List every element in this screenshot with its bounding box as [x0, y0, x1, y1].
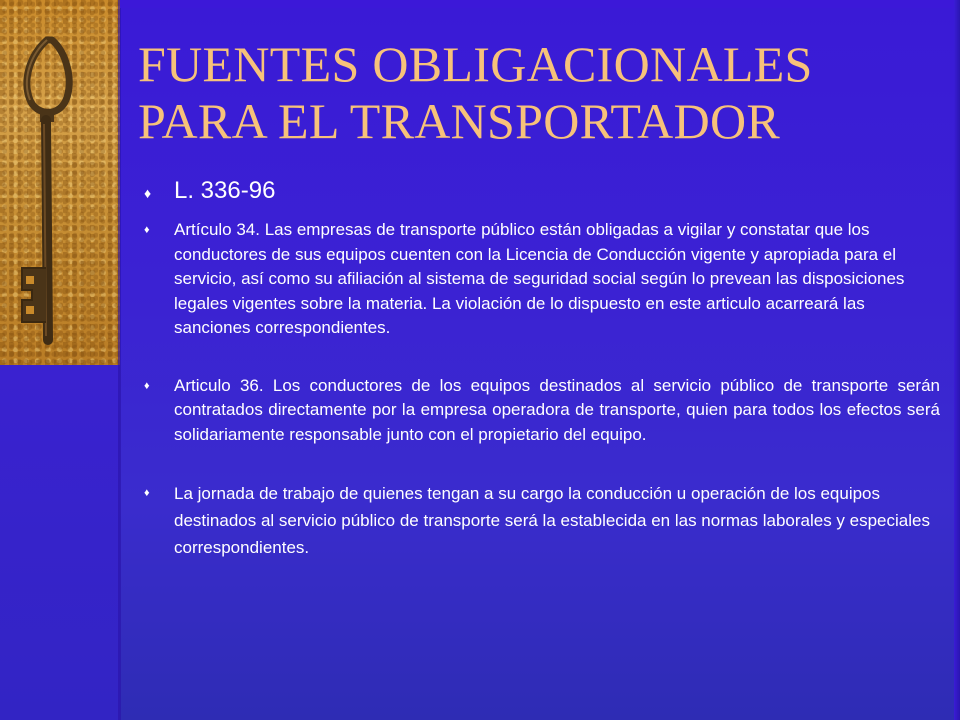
slide-title: FUENTES OBLIGACIONALES PARA EL TRANSPORTADOR [138, 36, 813, 149]
bullet-text: L. 336-96 [174, 177, 276, 204]
left-panel-lower [0, 365, 120, 720]
bullet-text: La jornada de trabajo de quienes tengan a su cargo la conducción u operación de los equipos destinados al servicio público de transporte será la establecida en las normas laborales y especiales correspondientes. [174, 484, 930, 557]
key-icon [0, 0, 120, 365]
bullet-articulo-36 [144, 374, 940, 448]
bullet-articulo-34 [144, 218, 940, 341]
diamond-bullet-icon: ♦ [144, 487, 150, 499]
bullet-text: Articulo 36. Los conductores de los equipos destinados al servicio público de transporte serán contratados directamente por la empresa operadora de transporte, quien para todos los efectos será solidariamente responsable junto con el propietario del equipo. [174, 375, 940, 444]
right-edge [954, 0, 960, 720]
bullet-law [144, 176, 940, 206]
vertical-divider [118, 0, 121, 720]
parchment-strip [0, 0, 120, 365]
diamond-bullet-icon: ♦ [144, 224, 150, 236]
top-band [120, 0, 960, 8]
diamond-bullet-icon: ♦ [144, 379, 150, 392]
bullet-jornada [144, 480, 940, 561]
diamond-bullet-icon: ♦ [144, 185, 152, 201]
bullet-text: Artículo 34. Las empresas de transporte público están obligadas a vigilar y constatar que los conductores de sus equipos cuenten con la Licencia de Conducción vigente y apropiada para el servicio, así como su afiliación al sistema de seguridad social según lo prevean las disposiciones legales vigentes sobre la materia. La violación de lo dispuesto en este articulo acarreará las sanciones correspondientes. [174, 220, 905, 337]
bullet-list [144, 176, 940, 561]
